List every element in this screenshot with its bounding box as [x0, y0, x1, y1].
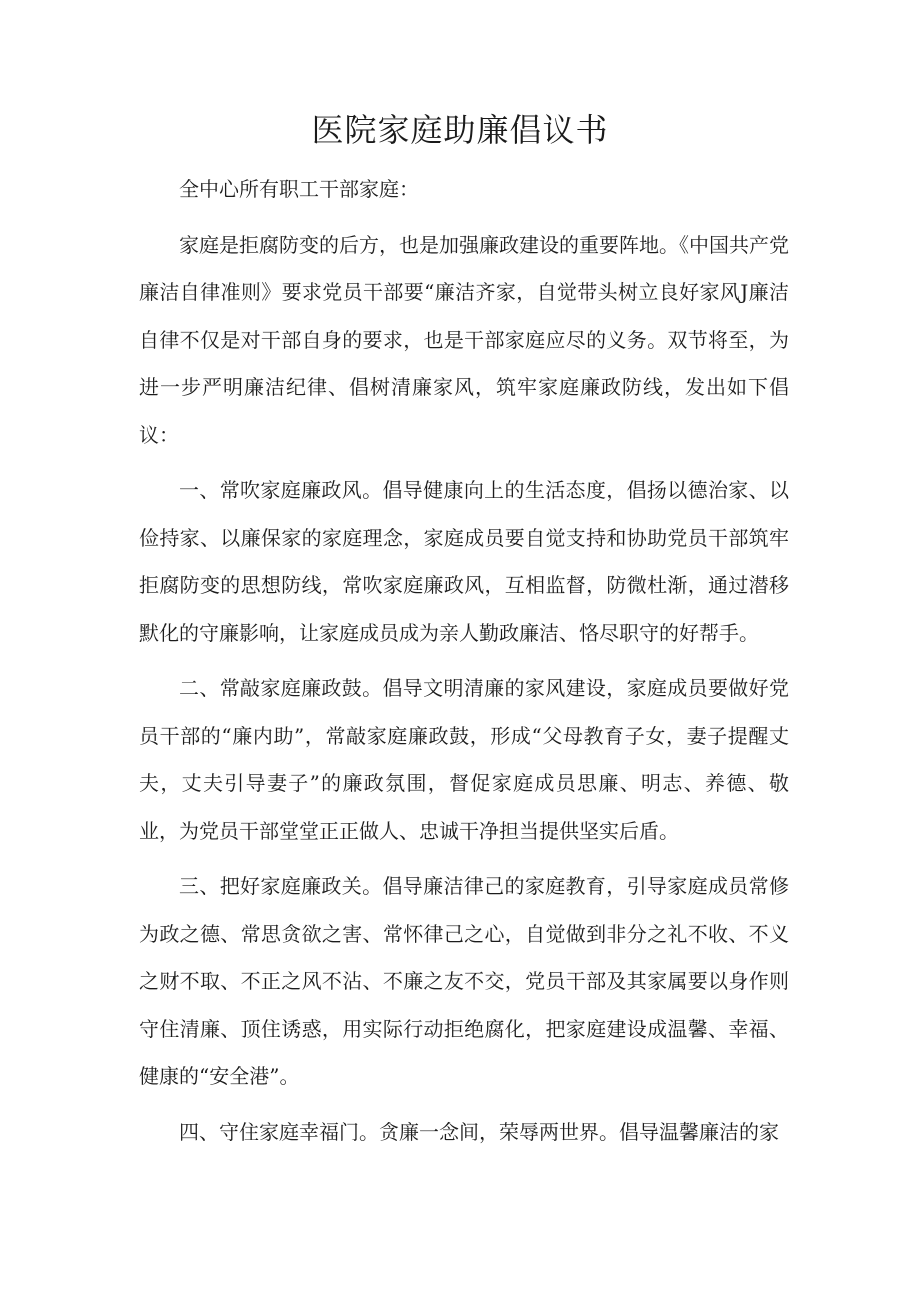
- document-title: 医院家庭助廉倡议书: [311, 111, 609, 149]
- proposal-3-paragraph: 三、把好家庭廉政关。倡导廉洁律己的家庭教育，引导家庭成员常修为政之德、常思贪欲之害、常怀律己之心，自觉做到非分之礼不收、不义之财不取、不正之风不沾、不廉之友不交，党员干部及其家属要以身作则守住清廉、顶住诱惑，用实际行动拒绝腐化，把家庭建设成温馨、幸福、健康的“安全港”。: [139, 874, 789, 1088]
- proposal-1-paragraph: 一、常吹家庭廉政风。倡导健康向上的生活态度，倡扬以德治家、以俭持家、以廉保家的家庭理念，家庭成员要自觉支持和协助党员干部筑牢拒腐防变的思想防线，常吹家庭廉政风，互相监督，防微杜渐，通过潜移默化的守廉影响，让家庭成员成为亲人勤政廉洁、恪尽职守的好帮手。: [139, 478, 789, 645]
- proposal-4-paragraph: 四、守住家庭幸福门。贪廉一念间，荣辱两世界。倡导温馨廉洁的家: [179, 1119, 779, 1144]
- salutation: 全中心所有职工干部家庭：: [179, 177, 419, 201]
- intro-paragraph: 家庭是拒腐防变的后方，也是加强廉政建设的重要阵地。《中国共产党廉洁自律准则》要求党员干部要“廉洁齐家，自觉带头树立良好家风J廉洁自律不仅是对干部自身的要求，也是干部家庭应尽的义务。双节将至，为进一步严明廉洁纪律、倡树清廉家风，筑牢家庭廉政防线，发出如下倡议：: [139, 232, 789, 447]
- proposal-2-paragraph: 二、常敲家庭廉政鼓。倡导文明清廉的家风建设，家庭成员要做好党员干部的“廉内助”，常敲家庭廉政鼓，形成“父母教育子女，妻子提醒丈夫，丈夫引导妻子”的廉政氛围，督促家庭成员思廉、明志、养德、敬业，为党员干部堂堂正正做人、忠诚干净担当提供坚实后盾。: [139, 676, 789, 843]
- document-body: [139, 166, 789, 1156]
